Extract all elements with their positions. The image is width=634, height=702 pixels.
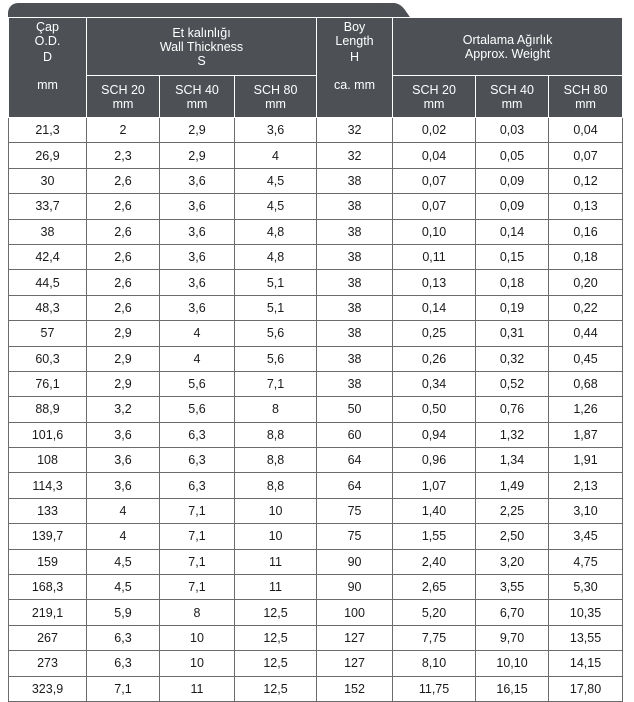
weight-sch80-cell: 0,22 <box>549 295 623 320</box>
weight-sch40-cell: 2,25 <box>476 498 549 523</box>
wall-sch20-cell: 5,9 <box>87 600 160 625</box>
weight-sch40-cell: 1,32 <box>476 422 549 447</box>
od-cell: 57 <box>9 321 87 346</box>
wall-sch80-cell: 4,5 <box>235 194 317 219</box>
weight-sch20-cell: 11,75 <box>393 676 476 701</box>
wall-sch20-cell: 2,3 <box>87 143 160 168</box>
wall-sch20-cell: 4,5 <box>87 549 160 574</box>
table-body <box>9 118 623 702</box>
wall-sch20-cell: 2,6 <box>87 219 160 244</box>
weight-sch20-cell: 1,07 <box>393 473 476 498</box>
weight-sch40-cell: 0,52 <box>476 371 549 396</box>
table-row <box>9 473 623 498</box>
length-cell: 38 <box>317 244 393 269</box>
wall-sch40-cell: 3,6 <box>160 194 235 219</box>
sch-label: SCH 20 <box>412 82 456 97</box>
weight-sch80-cell: 17,80 <box>549 676 623 701</box>
table-row <box>9 397 623 422</box>
wall-sch80-cell: 5,1 <box>235 270 317 295</box>
header-length-en: Length <box>335 34 374 48</box>
weight-sch20-cell: 2,40 <box>393 549 476 574</box>
length-cell: 90 <box>317 575 393 600</box>
od-cell: 267 <box>9 625 87 650</box>
wall-sch20-cell: 2,6 <box>87 168 160 193</box>
weight-sch80-cell: 3,45 <box>549 524 623 549</box>
wall-sch40-cell: 7,1 <box>160 575 235 600</box>
weight-sch40-cell: 0,31 <box>476 321 549 346</box>
wall-sch80-cell: 12,5 <box>235 625 317 650</box>
weight-sch20-cell: 0,14 <box>393 295 476 320</box>
weight-sch80-cell: 13,55 <box>549 625 623 650</box>
wall-sch20-cell: 3,2 <box>87 397 160 422</box>
wall-sch40-cell: 2,9 <box>160 118 235 143</box>
header-weight-tr: Ortalama Ağırlık <box>462 32 553 47</box>
table-row <box>9 270 623 295</box>
length-cell: 32 <box>317 118 393 143</box>
length-cell: 38 <box>317 346 393 371</box>
weight-sch40-cell: 0,19 <box>476 295 549 320</box>
weight-sch80-cell: 3,10 <box>549 498 623 523</box>
wall-sch80-cell: 8,8 <box>235 422 317 447</box>
weight-sch40-cell: 0,05 <box>476 143 549 168</box>
wall-sch80-cell: 10 <box>235 524 317 549</box>
od-cell: 76,1 <box>9 371 87 396</box>
table-row <box>9 168 623 193</box>
od-cell: 159 <box>9 549 87 574</box>
weight-sch40-cell: 3,55 <box>476 575 549 600</box>
table-row <box>9 524 623 549</box>
wall-sch40-cell: 3,6 <box>160 270 235 295</box>
header-diameter-tr: Çap <box>36 20 59 34</box>
header-diameter-symbol: D <box>42 50 53 64</box>
weight-sch40-cell: 16,15 <box>476 676 549 701</box>
weight-sch80-cell: 0,20 <box>549 270 623 295</box>
table-row <box>9 498 623 523</box>
weight-sch80-cell: 5,30 <box>549 575 623 600</box>
od-cell: 44,5 <box>9 270 87 295</box>
weight-sch20-cell: 8,10 <box>393 651 476 676</box>
weight-sch40-cell: 3,20 <box>476 549 549 574</box>
wall-sch20-cell: 2,6 <box>87 295 160 320</box>
wall-sch40-cell: 6,3 <box>160 473 235 498</box>
length-cell: 38 <box>317 270 393 295</box>
length-cell: 50 <box>317 397 393 422</box>
wall-sch80-cell: 11 <box>235 575 317 600</box>
header-wall-symbol: S <box>197 53 206 68</box>
weight-sch80-cell: 0,18 <box>549 244 623 269</box>
header-wall-sch80 <box>235 76 317 118</box>
header-wall-en: Wall Thickness <box>159 39 244 54</box>
wall-sch40-cell: 4 <box>160 346 235 371</box>
wall-sch80-cell: 5,6 <box>235 321 317 346</box>
header-length-unit: ca. mm <box>334 78 376 92</box>
wall-sch80-cell: 11 <box>235 549 317 574</box>
table-row <box>9 371 623 396</box>
wall-sch80-cell: 5,6 <box>235 346 317 371</box>
wall-sch80-cell: 3,6 <box>235 118 317 143</box>
weight-sch80-cell: 0,16 <box>549 219 623 244</box>
wall-sch40-cell: 6,3 <box>160 448 235 473</box>
weight-sch20-cell: 0,13 <box>393 270 476 295</box>
weight-sch40-cell: 1,49 <box>476 473 549 498</box>
weight-sch20-cell: 0,11 <box>393 244 476 269</box>
table-row <box>9 118 623 143</box>
wall-sch20-cell: 7,1 <box>87 676 160 701</box>
header-length-tr: Boy <box>343 20 366 34</box>
sch-unit: mm <box>423 96 445 111</box>
wall-sch80-cell: 12,5 <box>235 600 317 625</box>
wall-sch20-cell: 4 <box>87 498 160 523</box>
length-cell: 38 <box>317 321 393 346</box>
wall-sch20-cell: 2,9 <box>87 371 160 396</box>
header-diameter-unit: mm <box>37 78 58 92</box>
length-cell: 90 <box>317 549 393 574</box>
length-cell: 38 <box>317 168 393 193</box>
od-cell: 114,3 <box>9 473 87 498</box>
weight-sch20-cell: 0,96 <box>393 448 476 473</box>
sch-unit: mm <box>575 96 596 111</box>
wall-sch40-cell: 7,1 <box>160 524 235 549</box>
table-header <box>9 18 623 118</box>
wall-sch20-cell: 2,6 <box>87 194 160 219</box>
wall-sch20-cell: 3,6 <box>87 473 160 498</box>
wall-sch40-cell: 10 <box>160 651 235 676</box>
length-cell: 127 <box>317 651 393 676</box>
table-row <box>9 321 623 346</box>
od-cell: 323,9 <box>9 676 87 701</box>
wall-sch20-cell: 2 <box>87 118 160 143</box>
wall-sch80-cell: 12,5 <box>235 651 317 676</box>
length-cell: 64 <box>317 448 393 473</box>
wall-sch80-cell: 4,5 <box>235 168 317 193</box>
od-cell: 219,1 <box>9 600 87 625</box>
header-wall-tr: Et kalınlığı <box>172 25 231 40</box>
table-row <box>9 346 623 371</box>
wall-sch20-cell: 2,9 <box>87 346 160 371</box>
wall-sch80-cell: 8,8 <box>235 448 317 473</box>
wall-sch40-cell: 6,3 <box>160 422 235 447</box>
weight-sch40-cell: 10,10 <box>476 651 549 676</box>
od-cell: 133 <box>9 498 87 523</box>
header-wall-sch20 <box>87 76 160 118</box>
weight-sch40-cell: 0,18 <box>476 270 549 295</box>
wall-sch40-cell: 3,6 <box>160 244 235 269</box>
table-row <box>9 448 623 473</box>
wall-sch40-cell: 5,6 <box>160 397 235 422</box>
table-row <box>9 244 623 269</box>
weight-sch80-cell: 1,26 <box>549 397 623 422</box>
weight-sch20-cell: 1,55 <box>393 524 476 549</box>
weight-sch80-cell: 14,15 <box>549 651 623 676</box>
table-row <box>9 575 623 600</box>
length-cell: 38 <box>317 194 393 219</box>
header-length-symbol: H <box>350 50 360 64</box>
wall-sch20-cell: 2,6 <box>87 270 160 295</box>
weight-sch80-cell: 0,44 <box>549 321 623 346</box>
wall-sch80-cell: 4 <box>235 143 317 168</box>
weight-sch20-cell: 0,07 <box>393 168 476 193</box>
weight-sch80-cell: 4,75 <box>549 549 623 574</box>
length-cell: 32 <box>317 143 393 168</box>
wall-sch40-cell: 11 <box>160 676 235 701</box>
weight-sch20-cell: 1,40 <box>393 498 476 523</box>
weight-sch20-cell: 0,34 <box>393 371 476 396</box>
header-length <box>317 18 393 118</box>
table-row <box>9 625 623 650</box>
weight-sch80-cell: 1,87 <box>549 422 623 447</box>
length-cell: 127 <box>317 625 393 650</box>
od-cell: 101,6 <box>9 422 87 447</box>
wall-sch80-cell: 8 <box>235 397 317 422</box>
od-cell: 88,9 <box>9 397 87 422</box>
header-weight-en: Approx. Weight <box>464 46 551 61</box>
wall-sch80-cell: 5,1 <box>235 295 317 320</box>
length-cell: 152 <box>317 676 393 701</box>
od-cell: 168,3 <box>9 575 87 600</box>
header-wall-sch40 <box>160 76 235 118</box>
wall-sch40-cell: 8 <box>160 600 235 625</box>
header-weight-sch80 <box>549 76 623 118</box>
weight-sch40-cell: 0,32 <box>476 346 549 371</box>
od-cell: 33,7 <box>9 194 87 219</box>
wall-sch80-cell: 8,8 <box>235 473 317 498</box>
od-cell: 60,3 <box>9 346 87 371</box>
weight-sch20-cell: 0,25 <box>393 321 476 346</box>
header-diameter <box>9 18 87 118</box>
weight-sch20-cell: 7,75 <box>393 625 476 650</box>
table-row <box>9 219 623 244</box>
wall-sch40-cell: 7,1 <box>160 498 235 523</box>
pipe-dimensions-table <box>8 17 623 702</box>
weight-sch80-cell: 0,12 <box>549 168 623 193</box>
weight-sch40-cell: 0,15 <box>476 244 549 269</box>
weight-sch20-cell: 0,94 <box>393 422 476 447</box>
od-cell: 139,7 <box>9 524 87 549</box>
wall-sch20-cell: 6,3 <box>87 625 160 650</box>
sch-unit: mm <box>186 96 208 111</box>
length-cell: 60 <box>317 422 393 447</box>
sch-label: SCH 80 <box>563 82 608 97</box>
wall-sch20-cell: 4,5 <box>87 575 160 600</box>
wall-sch20-cell: 3,6 <box>87 422 160 447</box>
od-cell: 48,3 <box>9 295 87 320</box>
header-diameter-en: O.D. <box>34 34 61 48</box>
wall-sch80-cell: 4,8 <box>235 219 317 244</box>
sch-label: SCH 20 <box>101 82 145 97</box>
table-row <box>9 600 623 625</box>
table-row <box>9 549 623 574</box>
wall-sch40-cell: 3,6 <box>160 219 235 244</box>
weight-sch40-cell: 6,70 <box>476 600 549 625</box>
weight-sch40-cell: 0,03 <box>476 118 549 143</box>
weight-sch20-cell: 5,20 <box>393 600 476 625</box>
od-cell: 21,3 <box>9 118 87 143</box>
weight-sch20-cell: 0,10 <box>393 219 476 244</box>
header-weight-sch40 <box>476 76 549 118</box>
weight-sch40-cell: 0,09 <box>476 194 549 219</box>
weight-sch20-cell: 2,65 <box>393 575 476 600</box>
header-tab-decoration <box>8 3 393 17</box>
weight-sch20-cell: 0,26 <box>393 346 476 371</box>
weight-sch20-cell: 0,04 <box>393 143 476 168</box>
weight-sch80-cell: 0,07 <box>549 143 623 168</box>
sch-label: SCH 40 <box>175 82 219 97</box>
wall-sch40-cell: 3,6 <box>160 295 235 320</box>
weight-sch80-cell: 0,68 <box>549 371 623 396</box>
table-row <box>9 194 623 219</box>
wall-sch80-cell: 7,1 <box>235 371 317 396</box>
wall-sch40-cell: 4 <box>160 321 235 346</box>
od-cell: 42,4 <box>9 244 87 269</box>
wall-sch80-cell: 10 <box>235 498 317 523</box>
od-cell: 273 <box>9 651 87 676</box>
weight-sch20-cell: 0,07 <box>393 194 476 219</box>
weight-sch40-cell: 9,70 <box>476 625 549 650</box>
length-cell: 38 <box>317 371 393 396</box>
table-row <box>9 295 623 320</box>
weight-sch20-cell: 0,50 <box>393 397 476 422</box>
weight-sch80-cell: 10,35 <box>549 600 623 625</box>
wall-sch40-cell: 3,6 <box>160 168 235 193</box>
header-weight-sch20 <box>393 76 476 118</box>
weight-sch80-cell: 2,13 <box>549 473 623 498</box>
wall-sch20-cell: 6,3 <box>87 651 160 676</box>
sch-label: SCH 40 <box>490 82 534 97</box>
length-cell: 64 <box>317 473 393 498</box>
od-cell: 108 <box>9 448 87 473</box>
length-cell: 38 <box>317 295 393 320</box>
weight-sch40-cell: 0,09 <box>476 168 549 193</box>
header-wall-thickness <box>87 18 317 76</box>
sch-unit: mm <box>265 96 286 111</box>
od-cell: 26,9 <box>9 143 87 168</box>
wall-sch40-cell: 7,1 <box>160 549 235 574</box>
wall-sch40-cell: 5,6 <box>160 371 235 396</box>
table-row <box>9 143 623 168</box>
wall-sch20-cell: 3,6 <box>87 448 160 473</box>
wall-sch20-cell: 2,6 <box>87 244 160 269</box>
weight-sch80-cell: 0,13 <box>549 194 623 219</box>
wall-sch80-cell: 12,5 <box>235 676 317 701</box>
od-cell: 30 <box>9 168 87 193</box>
weight-sch20-cell: 0,02 <box>393 118 476 143</box>
wall-sch40-cell: 10 <box>160 625 235 650</box>
length-cell: 100 <box>317 600 393 625</box>
sch-unit: mm <box>501 96 523 111</box>
table-row <box>9 676 623 701</box>
table-row <box>9 651 623 676</box>
header-weight <box>393 18 623 76</box>
wall-sch80-cell: 4,8 <box>235 244 317 269</box>
table-row <box>9 422 623 447</box>
wall-sch20-cell: 4 <box>87 524 160 549</box>
weight-sch80-cell: 0,45 <box>549 346 623 371</box>
length-cell: 38 <box>317 219 393 244</box>
length-cell: 75 <box>317 498 393 523</box>
weight-sch40-cell: 2,50 <box>476 524 549 549</box>
wall-sch40-cell: 2,9 <box>160 143 235 168</box>
weight-sch40-cell: 0,76 <box>476 397 549 422</box>
weight-sch80-cell: 1,91 <box>549 448 623 473</box>
sch-unit: mm <box>112 96 134 111</box>
sch-label: SCH 80 <box>253 82 298 97</box>
wall-sch20-cell: 2,9 <box>87 321 160 346</box>
weight-sch80-cell: 0,04 <box>549 118 623 143</box>
weight-sch40-cell: 1,34 <box>476 448 549 473</box>
length-cell: 75 <box>317 524 393 549</box>
od-cell: 38 <box>9 219 87 244</box>
weight-sch40-cell: 0,14 <box>476 219 549 244</box>
